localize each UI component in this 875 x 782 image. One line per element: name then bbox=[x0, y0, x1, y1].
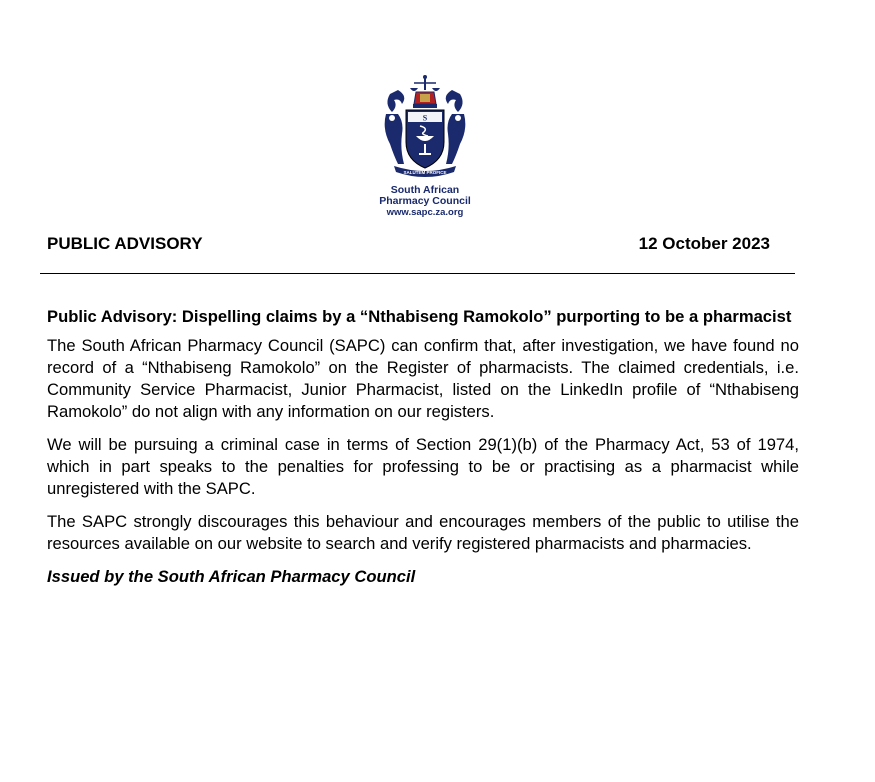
svg-text:S: S bbox=[422, 113, 428, 123]
paragraph-discourage: The SAPC strongly discourages this behaviour and encourages members of the public to utilise the resources available on our website to search and verify registered pharmacists and pharmacies. bbox=[47, 512, 799, 553]
advisory-body bbox=[47, 306, 799, 599]
sapc-logo bbox=[360, 74, 490, 219]
header-divider bbox=[40, 273, 795, 274]
logo-text-pharmacy-council: Pharmacy Council bbox=[379, 195, 471, 207]
issued-by: Issued by the South African Pharmacy Council bbox=[47, 567, 416, 586]
logo-text-south-african: South African bbox=[390, 184, 460, 196]
paragraph-investigation: The South African Pharmacy Council (SAPC) can confirm that, after investigation, we have found no record of a “Nthabiseng Ramokolo” on the Register of pharmacists. The claimed credentials, i.e. Community Service Pharmacist, Junior Pharmacist, listed on the LinkedIn profile of “Nthabiseng Ramokolo” do not align with any information on our registers. bbox=[47, 336, 799, 421]
advisory-date: 12 October 2023 bbox=[638, 234, 770, 253]
logo-website: www.sapc.za.org bbox=[386, 207, 464, 218]
advisory-label: PUBLIC ADVISORY bbox=[47, 234, 203, 253]
logo-motto: SALUTEM PROFICE bbox=[403, 170, 447, 175]
sapc-crest-icon bbox=[380, 74, 470, 184]
advisory-title: Public Advisory: Dispelling claims by a “Nthabiseng Ramokolo” purporting to be a pharmacist bbox=[47, 307, 792, 326]
paragraph-criminal-case: We will be pursuing a criminal case in terms of Section 29(1)(b) of the Pharmacy Act, 53 of 1974, which in part speaks to the penalties for professing to be or practising as a pharmacist while unregistered with the SAPC. bbox=[47, 435, 799, 498]
